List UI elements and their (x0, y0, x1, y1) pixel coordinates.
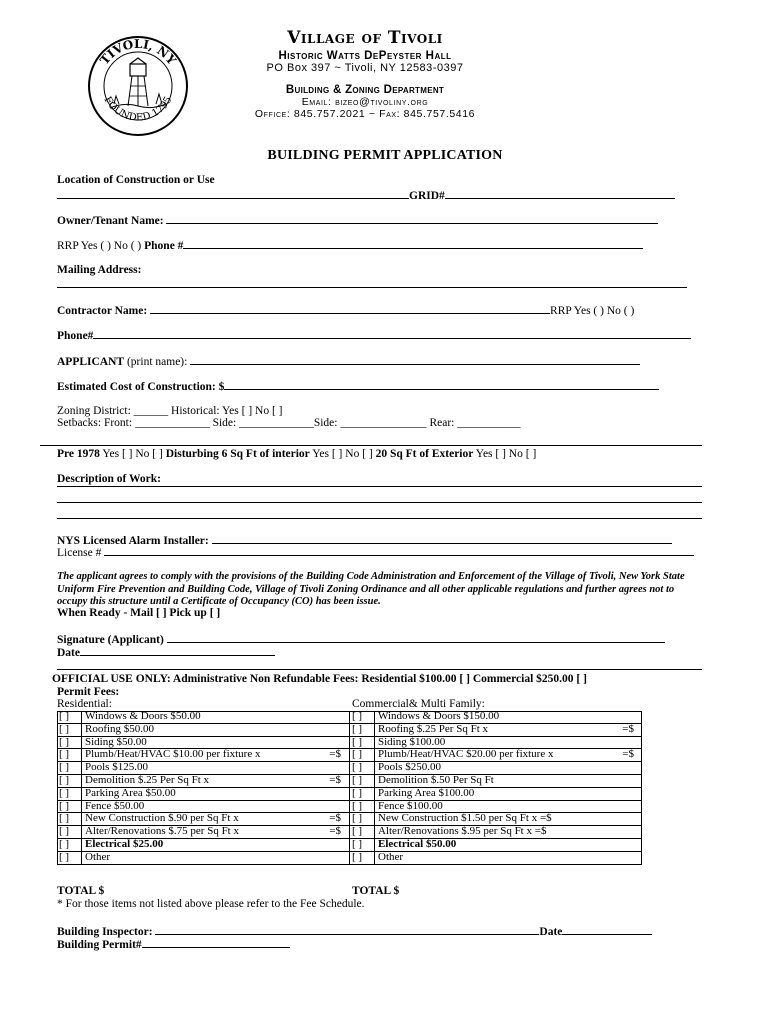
signature-line[interactable] (57, 632, 665, 646)
owner-label: Owner/Tenant Name: (57, 215, 164, 227)
permit-number-label: Building Permit# (57, 939, 142, 951)
contractor-label: Contractor Name: (57, 305, 148, 317)
commercial-fee-row (350, 775, 642, 788)
alarm-label: NYS Licensed Alarm Installer: (57, 535, 209, 547)
total-residential: TOTAL $ (57, 885, 105, 897)
fee-item-label: Roofing $.25 Per Sq Ft x (378, 722, 489, 735)
hall-name: Historic Watts DePeyster Hall (278, 50, 452, 62)
fee-checkbox[interactable]: [ ] (59, 749, 82, 761)
location-label: Location of Construction or Use (57, 174, 215, 186)
page-title: BUILDING PERMIT APPLICATION (267, 148, 503, 163)
fee-item-label: Windows & Doors $150.00 (378, 710, 500, 722)
fee-checkbox[interactable]: [ ] (59, 801, 82, 813)
fee-item-label: Demolition $.50 Per Sq Ft (378, 773, 494, 786)
license-label: License # (57, 547, 102, 559)
zoning-line[interactable]: Zoning District: ______ Historical: Yes [ ] No [ ] (57, 405, 283, 417)
fee-item-label: Windows & Doors $50.00 (85, 710, 201, 722)
exterior-label: 20 Sq Ft of Exterior (375, 448, 474, 460)
fee-checkbox[interactable]: [ ] (352, 852, 375, 864)
fee-item-label: Siding $50.00 (85, 735, 147, 748)
contractor-phone-line[interactable] (57, 328, 691, 342)
fee-item-label: Demolition $.25 Per Sq Ft x (85, 773, 210, 786)
residential-fee-row (57, 839, 349, 852)
fee-item-label: Electrical $50.00 (378, 837, 457, 850)
inspector-label: Building Inspector: (57, 926, 153, 938)
fee-checkbox[interactable]: [ ] (352, 788, 375, 800)
fee-item-label: Electrical $25.00 (85, 837, 164, 850)
fee-item-label: Alter/Renovations $.95 per Sq Ft x =$ (378, 825, 547, 838)
fee-checkbox[interactable]: [ ] (59, 788, 82, 800)
fee-checkbox[interactable]: [ ] (59, 826, 82, 838)
fee-amount-field[interactable]: =$ (622, 722, 634, 735)
fee-checkbox[interactable]: [ ] (352, 801, 375, 813)
fee-checkbox[interactable]: [ ] (59, 813, 82, 825)
fee-item-label: Plumb/Heat/HVAC $20.00 per fixture x (378, 748, 554, 761)
official-divider (57, 669, 702, 670)
fee-item-label: Other (378, 850, 404, 863)
fee-footnote: * For those items not listed above please refer to the Fee Schedule. (57, 898, 365, 910)
seal-bottom-text: FOUNDED 1795 (101, 94, 175, 124)
fee-checkbox[interactable]: [ ] (352, 724, 375, 736)
residential-fee-row (57, 852, 349, 865)
applicant-label: APPLICANT (57, 356, 125, 368)
seal-top-text: TIVOLI, NY (97, 36, 179, 68)
village-name: Village of Tivoli (287, 28, 443, 48)
fee-checkbox[interactable]: [ ] (352, 839, 375, 851)
fee-checkbox[interactable]: [ ] (352, 737, 375, 749)
commercial-fee-row (350, 788, 642, 801)
date-line[interactable] (57, 645, 275, 659)
mailing-label: Mailing Address: (57, 264, 142, 276)
owner-rrp-line[interactable] (57, 238, 643, 252)
fee-item-label: Parking Area $50.00 (85, 786, 176, 799)
address: PO Box 397 ~ Tivoli, NY 12583-0397 (266, 62, 464, 74)
contractor-line[interactable] (57, 303, 634, 317)
commercial-fee-row (350, 724, 642, 737)
fee-checkbox[interactable]: [ ] (59, 711, 82, 723)
grid-label: GRID# (409, 190, 445, 202)
total-commercial: TOTAL $ (352, 885, 400, 897)
department: Building & Zoning Department (285, 84, 445, 96)
fee-item-label: Roofing $50.00 (85, 722, 155, 735)
commercial-fees (350, 711, 642, 865)
fee-item-label: Pools $250.00 (378, 761, 441, 774)
fee-checkbox[interactable]: [ ] (352, 762, 375, 774)
fee-amount-field[interactable]: =$ (329, 748, 341, 761)
pre1978-options: Yes [ ] No [ ] (99, 448, 166, 460)
official-heading: OFFICIAL USE ONLY: Administrative Non Refundable Fees: Residential $100.00 [ ] Commercial $250.00 [ ] (52, 673, 587, 685)
fee-item-label: Fence $50.00 (85, 799, 145, 812)
permit-number-line[interactable] (57, 937, 290, 951)
commercial-fee-row (350, 711, 642, 724)
owner-rrp-options: RRP Yes ( ) No ( ) (57, 240, 142, 252)
fee-amount-field[interactable]: =$ (622, 748, 634, 761)
compliance-notice: The applicant agrees to comply with the provisions of the Building Code Administration and Enforcement of the Village of Tivoli, New York State Uniform Fire Prevention and Building Code, Village of Tivoli Zoning Ordinance and all other applicable regulations and further agrees not to occupy this structure until a Certificate of Occupancy (CO) has been issue. (57, 571, 685, 607)
residential-label: Residential: (57, 698, 112, 710)
fee-checkbox[interactable]: [ ] (352, 826, 375, 838)
when-ready-line[interactable]: When Ready - Mail [ ] Pick up [ ] (57, 607, 221, 619)
divider (40, 445, 702, 446)
fee-checkbox[interactable]: [ ] (352, 775, 375, 787)
fee-checkbox[interactable]: [ ] (59, 762, 82, 774)
residential-fees (57, 711, 350, 865)
commercial-fee-row (350, 852, 642, 865)
fee-item-label: Plumb/Heat/HVAC $10.00 per fixture x (85, 748, 261, 761)
fee-item-label: New Construction $1.50 per Sq Ft x =$ (378, 812, 552, 825)
fee-item-label: Siding $100.00 (378, 735, 446, 748)
letterhead (205, 28, 525, 120)
description-line-2[interactable] (57, 502, 702, 503)
commercial-fee-row (350, 839, 642, 852)
fee-checkbox[interactable]: [ ] (352, 813, 375, 825)
office-phone: Office: 845.757.2021 ~ Fax: 845.757.5416 (254, 108, 476, 120)
fee-amount-field[interactable]: =$ (329, 812, 341, 825)
applicant-line[interactable] (57, 354, 640, 368)
fee-item-label: Parking Area $100.00 (378, 786, 475, 799)
applicant-label-rest: (print name): (124, 356, 188, 368)
inspector-date-label: Date (539, 926, 563, 938)
date-label: Date (57, 647, 80, 659)
description-line-1[interactable] (57, 486, 702, 487)
fee-checkbox[interactable]: [ ] (352, 711, 375, 723)
location-line[interactable] (57, 188, 675, 202)
description-line-3[interactable] (57, 518, 702, 519)
interior-options: Yes [ ] No [ ] (309, 448, 376, 460)
fee-checkbox[interactable]: [ ] (59, 775, 82, 787)
fee-checkbox[interactable]: [ ] (352, 749, 375, 761)
fee-amount-field[interactable]: =$ (329, 825, 341, 838)
setbacks-line[interactable]: Setbacks: Front: _____________ Side: _____________Side: _______________ Rear: ___________ (57, 417, 521, 429)
fee-amount-field[interactable]: =$ (329, 773, 341, 786)
village-seal-logo (86, 34, 190, 138)
signature-label: Signature (Applicant) (57, 634, 164, 646)
contractor-rrp-options: RRP Yes ( ) No ( ) (550, 305, 635, 317)
fee-item-label: Fence $100.00 (378, 799, 443, 812)
fee-item-label: New Construction $.90 per Sq Ft x (85, 812, 239, 825)
residential-fee-row (57, 788, 349, 801)
description-label: Description of Work: (57, 473, 161, 485)
fee-checkbox[interactable]: [ ] (59, 839, 82, 851)
fee-item-label: Alter/Renovations $.75 per Sq Ft x (85, 825, 239, 838)
residential-fee-row (57, 724, 349, 737)
fee-checkbox[interactable]: [ ] (59, 852, 82, 864)
inspector-line[interactable] (57, 924, 652, 938)
cost-line[interactable] (57, 379, 659, 393)
pre1978-label: Pre 1978 (57, 448, 100, 460)
cost-label: Estimated Cost of Construction: $ (57, 381, 225, 393)
residential-fee-row (57, 711, 349, 724)
owner-line[interactable] (57, 213, 658, 227)
commercial-label: Commercial& Multi Family: (352, 698, 485, 710)
exterior-options: Yes [ ] No [ ] (473, 448, 537, 460)
permit-fees-label: Permit Fees: (57, 686, 120, 698)
phone-label: Phone # (144, 240, 184, 252)
lead-paint-line[interactable] (57, 448, 536, 460)
fee-item-label: Other (85, 850, 111, 863)
contractor-phone-label: Phone# (57, 330, 94, 342)
email: Email: bizeo@tivoliny.org (301, 96, 429, 108)
fee-item-label: Pools $125.00 (85, 761, 148, 774)
license-line[interactable] (57, 545, 694, 559)
mailing-line[interactable] (57, 277, 687, 291)
interior-label: Disturbing 6 Sq Ft of interior (165, 448, 310, 460)
fee-checkbox[interactable]: [ ] (59, 737, 82, 749)
residential-fee-row (57, 775, 349, 788)
fee-checkbox[interactable]: [ ] (59, 724, 82, 736)
